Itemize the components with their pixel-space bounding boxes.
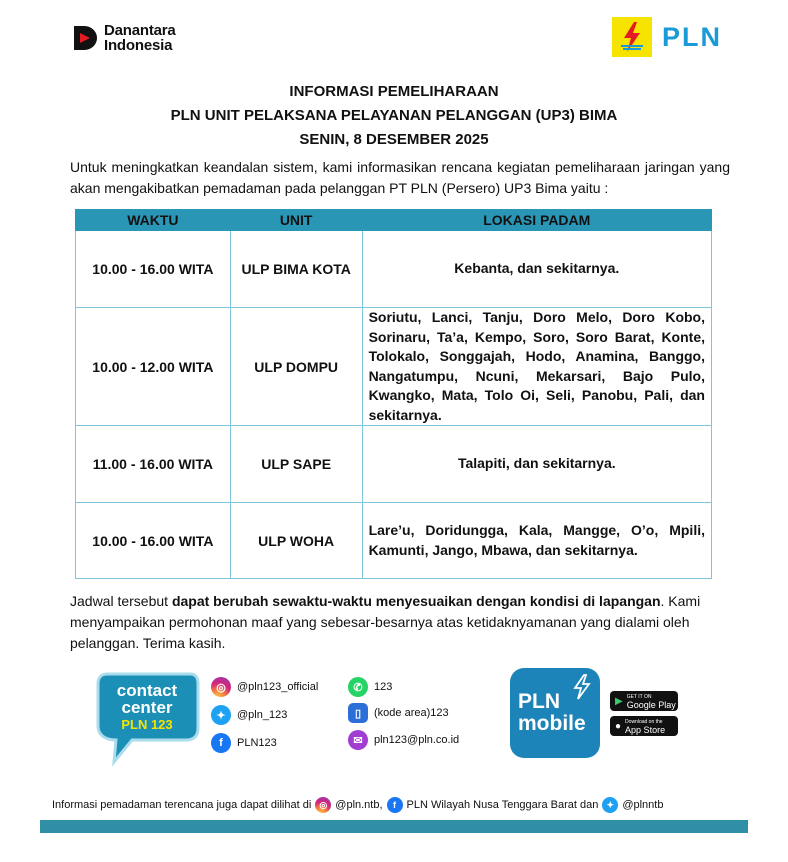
cell-unit: ULP WOHA: [230, 503, 362, 579]
table-row: [76, 231, 712, 308]
pln-mobile-app-icon[interactable]: [510, 668, 600, 758]
facebook-icon: f: [211, 733, 231, 753]
facebook-handle: PLN123: [237, 737, 277, 749]
phone-icon: ▯: [348, 703, 368, 723]
pln-bolt-icon: [612, 17, 652, 57]
footer-instagram[interactable]: @pln.ntb,: [335, 799, 383, 811]
phone-number: (kode area)123: [374, 707, 449, 719]
facebook-icon: f: [387, 797, 403, 813]
pln-wordmark: PLN: [662, 21, 722, 52]
cell-lokasi: Kebanta, dan sekitarnya.: [362, 231, 711, 308]
twitter-icon: ✦: [211, 705, 231, 725]
footer-text: Informasi pemadaman terencana juga dapat dilihat di: [52, 799, 312, 811]
footer-twitter[interactable]: @plnntb: [622, 799, 664, 811]
closing-text-1: Jadwal tersebut: [70, 593, 172, 609]
cell-waktu: 11.00 - 16.00 WITA: [76, 426, 231, 503]
apple-icon: ●: [615, 720, 622, 732]
danantara-name: Danantara: [104, 22, 176, 39]
phone-contact[interactable]: [348, 703, 449, 723]
email-contact[interactable]: [348, 730, 459, 750]
lightning-icon: [572, 674, 592, 700]
whatsapp-icon: ✆: [348, 677, 368, 697]
footer-info: [52, 797, 772, 813]
header-unit: UNIT: [230, 210, 362, 231]
cell-lokasi: Lare’u, Doridungga, Kala, Mangge, O’o, Mpili, Kamunti, Jango, Mbawa, dan sekitarnya.: [362, 503, 711, 579]
instagram-icon: ◎: [211, 677, 231, 697]
footer-bar: [40, 820, 748, 833]
danantara-logo: [72, 23, 176, 53]
whatsapp-number: 123: [374, 681, 393, 693]
whatsapp-contact[interactable]: [348, 677, 392, 697]
play-icon: ▶: [615, 695, 623, 707]
twitter-contact[interactable]: [211, 705, 287, 725]
cell-lokasi: Soriutu, Lanci, Tanju, Doro Melo, Doro Kobo, Sorinaru, Ta’a, Kempo, Soro, Soro Barat, Konte, Tolokalo, Songgajah, Hodo, Anamina, Banggo, Nangatumpu, Ncuni, Mekarsari, Bajo Pulo, Kwangko, Mata, Tolo Oi, Seli, Panobu, Pali, dan sekitarnya.: [362, 308, 711, 426]
danantara-country: Indonesia: [104, 37, 173, 54]
title-line-1: INFORMASI PEMELIHARAAN: [289, 83, 499, 100]
cell-unit: ULP DOMPU: [230, 308, 362, 426]
facebook-contact[interactable]: [211, 733, 277, 753]
app-name-line-2: mobile: [518, 712, 586, 735]
instagram-contact[interactable]: [211, 677, 318, 697]
twitter-handle: @pln_123: [237, 709, 288, 721]
table-header-row: [76, 210, 712, 231]
document-title: [0, 80, 788, 152]
instagram-handle: @pln123_official: [237, 681, 319, 693]
badge-line-2: center: [121, 698, 173, 717]
google-play-badge[interactable]: [610, 691, 678, 711]
header-waktu: WAKTU: [76, 210, 231, 231]
contact-center-badge: [92, 668, 202, 768]
header-lokasi: LOKASI PADAM: [362, 210, 711, 231]
title-line-3: SENIN, 8 DESEMBER 2025: [299, 131, 489, 148]
cell-unit: ULP BIMA KOTA: [230, 231, 362, 308]
cell-waktu: 10.00 - 16.00 WITA: [76, 231, 231, 308]
instagram-icon: ◎: [315, 797, 331, 813]
closing-paragraph: [70, 591, 730, 654]
closing-text-2: . Kami menyampaikan permohonan maaf yang sebesar-besarnya atas ketidaknyamanan yang dialami oleh pelanggan. Terima kasih.: [70, 593, 701, 651]
email-address: pln123@pln.co.id: [374, 734, 460, 746]
badge-line-3: PLN 123: [121, 717, 173, 732]
app-store-caption: Download on the: [625, 719, 663, 725]
app-name-line-1: PLN: [518, 690, 560, 713]
table-row: [76, 426, 712, 503]
badge-line-1: contact: [116, 681, 178, 700]
google-play-label: Google Play: [626, 700, 676, 710]
danantara-mark-icon: [72, 24, 98, 52]
footer-facebook[interactable]: PLN Wilayah Nusa Tenggara Barat dan: [406, 799, 599, 811]
title-line-2: PLN UNIT PELAKSANA PELAYANAN PELANGGAN (UP3) BIMA: [170, 107, 618, 124]
app-store-badge[interactable]: [610, 716, 678, 736]
table-row: [76, 503, 712, 579]
cell-waktu: 10.00 - 16.00 WITA: [76, 503, 231, 579]
app-store-label: App Store: [625, 725, 666, 735]
table-row: [76, 308, 712, 426]
email-icon: ✉: [348, 730, 368, 750]
closing-bold-text: dapat berubah sewaktu-waktu menyesuaikan dengan kondisi di lapangan: [171, 593, 661, 609]
google-play-caption: GET IT ON: [626, 694, 652, 700]
cell-lokasi: Talapiti, dan sekitarnya.: [362, 426, 711, 503]
maintenance-schedule-table: [75, 209, 712, 579]
intro-paragraph: Untuk meningkatkan keandalan sistem, kami informasikan rencana kegiatan pemeliharaan jaringan yang akan mengakibatkan pemadaman pada pelanggan PT PLN (Persero) UP3 Bima yaitu :: [70, 159, 730, 196]
pln-logo: [612, 17, 722, 57]
cell-waktu: 10.00 - 12.00 WITA: [76, 308, 231, 426]
twitter-icon: ✦: [602, 797, 618, 813]
cell-unit: ULP SAPE: [230, 426, 362, 503]
